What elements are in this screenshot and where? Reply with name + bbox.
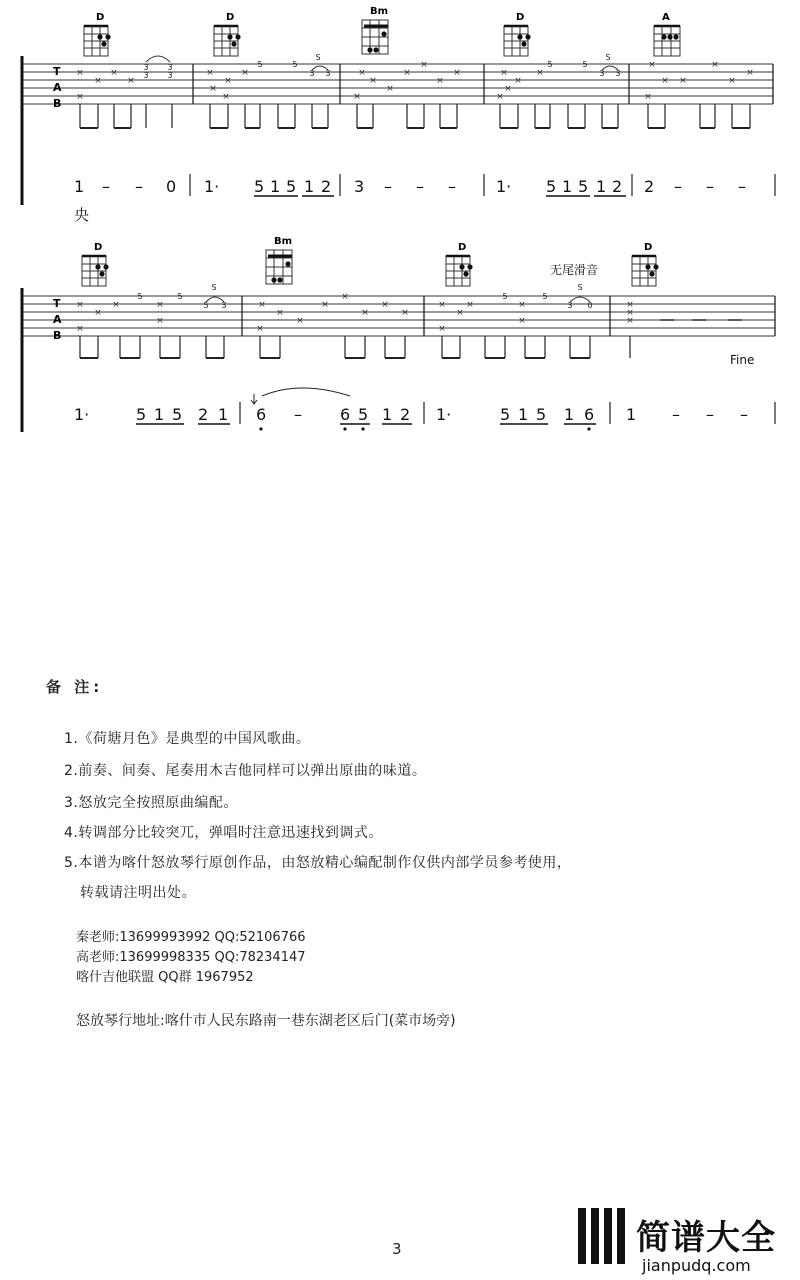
svg-text:5: 5 [500,405,511,424]
svg-text:6: 6 [256,405,267,424]
svg-text:5: 5 [547,60,553,69]
svg-text:B: B [53,329,62,342]
svg-text:1: 1 [270,177,281,196]
chord-diagram-d [504,12,531,56]
svg-text:×: × [644,92,652,102]
svg-text:1·: 1· [496,177,512,196]
svg-text:0: 0 [587,301,593,310]
svg-text:A: A [662,12,670,23]
svg-text:×: × [420,60,428,70]
svg-text:5: 5 [137,292,143,301]
address-line: 怒放琴行地址:喀什市人民东路南一巷东湖老区后门(菜市场旁) [76,1013,456,1029]
jianpu-measure [256,405,410,424]
svg-text:D: D [226,12,235,23]
svg-text:2: 2 [198,405,209,424]
svg-text:5: 5 [136,405,147,424]
chord-diagram-bm [362,6,388,54]
svg-text:1: 1 [74,177,85,196]
svg-text:×: × [76,324,84,334]
svg-text:–: – [706,177,714,196]
svg-text:–: – [448,177,456,196]
contact-line: 喀什吉他联盟 QQ群 1967952 [76,970,254,985]
svg-text:×: × [206,68,214,78]
svg-text:3: 3 [143,71,149,80]
contact-line: 秦老师:13699993992 QQ:52106766 [76,930,306,945]
svg-text:5: 5 [203,301,209,310]
svg-text:1: 1 [564,405,575,424]
svg-text:1: 1 [562,177,573,196]
remarks-title: 备 注: [46,678,104,696]
svg-text:5: 5 [257,60,263,69]
svg-text:×: × [110,68,118,78]
svg-text:S: S [577,283,583,292]
svg-text:×: × [341,292,349,302]
chord-diagram-d [214,12,241,56]
svg-text:×: × [746,68,754,78]
chord-diagram-a [654,12,680,56]
svg-text:2: 2 [321,177,332,196]
svg-text:5: 5 [172,405,183,424]
svg-text:1: 1 [518,405,529,424]
svg-text:×: × [156,316,164,326]
svg-text:×: × [648,60,656,70]
tab-letter-t: T [53,65,61,78]
contact-line: 高老师:13699998335 QQ:78234147 [76,950,306,965]
svg-text:×: × [76,92,84,102]
tab-system-2 [0,230,800,440]
svg-text:3: 3 [599,69,605,78]
svg-text:–: – [740,405,748,424]
svg-text:6: 6 [340,405,351,424]
svg-text:×: × [518,316,526,326]
svg-text:×: × [209,84,217,94]
svg-text:×: × [76,68,84,78]
svg-text:S: S [315,53,321,62]
svg-text:5: 5 [542,292,548,301]
jianpu-measure [644,177,746,196]
slide-annotation: 无尾滑音 [550,263,599,277]
svg-text:×: × [94,308,102,318]
svg-text:3: 3 [615,69,621,78]
svg-text:×: × [381,300,389,310]
svg-text:×: × [438,324,446,334]
svg-text:×: × [626,308,634,318]
svg-text:×: × [679,76,687,86]
svg-text:×: × [626,300,634,310]
svg-text:D: D [94,242,103,253]
svg-text:–: – [102,177,110,196]
svg-text:2: 2 [400,405,411,424]
svg-text:×: × [241,68,249,78]
chord-diagram-d [84,12,111,56]
chord-diagram-bm [266,236,292,284]
svg-text:×: × [258,300,266,310]
logo-url: jianpudq.com [642,1256,751,1275]
svg-text:×: × [321,300,329,310]
svg-text:×: × [626,316,634,326]
svg-text:×: × [711,60,719,70]
svg-text:×: × [403,68,411,78]
chord-diagram-d [632,242,659,286]
svg-text:×: × [536,68,544,78]
svg-text:A: A [53,313,62,326]
svg-text:×: × [401,308,409,318]
svg-text:1: 1 [382,405,393,424]
svg-text:5: 5 [286,177,297,196]
svg-text:–: – [738,177,746,196]
svg-text:3: 3 [567,301,573,310]
jianpu-measure [436,405,594,424]
svg-text:×: × [276,308,284,318]
svg-text:3: 3 [167,63,173,72]
svg-text:S: S [211,283,217,292]
svg-text:–: – [294,405,302,424]
svg-text:3: 3 [325,69,331,78]
svg-text:×: × [369,76,377,86]
svg-text:×: × [514,76,522,86]
svg-text:×: × [518,300,526,310]
site-logo [578,1208,798,1278]
svg-text:–: – [674,177,682,196]
svg-text:×: × [500,68,508,78]
svg-text:×: × [94,76,102,86]
svg-text:×: × [456,308,464,318]
svg-text:×: × [728,76,736,86]
chord-diagram-d [446,242,473,286]
svg-text:5: 5 [177,292,183,301]
page-number: 3 [392,1240,402,1258]
remark-item: 4.转调部分比较突兀，弹唱时注意迅速找到调式。 [64,825,383,841]
svg-text:×: × [353,92,361,102]
svg-text:2: 2 [644,177,655,196]
svg-text:3: 3 [167,71,173,80]
svg-text:×: × [256,324,264,334]
svg-text:3: 3 [221,301,227,310]
svg-text:6: 6 [584,405,595,424]
svg-text:3: 3 [309,69,315,78]
svg-text:5: 5 [292,60,298,69]
svg-text:×: × [386,84,394,94]
svg-text:–: – [384,177,392,196]
jianpu-measure [204,177,331,196]
svg-text:–: – [672,405,680,424]
svg-text:5: 5 [358,405,369,424]
jianpu-measure [354,177,456,196]
svg-text:1: 1 [626,405,637,424]
fine-marker: Fine [730,353,755,367]
svg-text:×: × [296,316,304,326]
remark-item: 转载请注明出处。 [80,885,196,901]
svg-text:5: 5 [536,405,547,424]
svg-text:×: × [358,68,366,78]
svg-text:×: × [436,76,444,86]
svg-text:1: 1 [154,405,165,424]
svg-text:1: 1 [596,177,607,196]
svg-text:1·: 1· [204,177,220,196]
svg-text:×: × [453,68,461,78]
svg-text:1: 1 [304,177,315,196]
svg-text:Bm: Bm [370,6,389,17]
svg-text:–: – [706,405,714,424]
svg-text:1·: 1· [74,405,90,424]
tab-system-1 [0,0,800,230]
remark-item: 1.《荷塘月色》是典型的中国风歌曲。 [64,731,311,747]
chord-diagram-d [82,242,109,286]
svg-text:S: S [605,53,611,62]
svg-text:5: 5 [546,177,557,196]
svg-text:D: D [644,242,653,253]
svg-text:×: × [361,308,369,318]
svg-text:0: 0 [166,177,177,196]
remark-item: 3.怒放完全按照原曲编配。 [64,795,238,811]
svg-text:5: 5 [502,292,508,301]
remark-item: 2.前奏、间奏、尾奏用木吉他同样可以弹出原曲的味道。 [64,763,427,779]
svg-text:T: T [53,297,61,310]
svg-text:–: – [135,177,143,196]
svg-text:3: 3 [354,177,365,196]
svg-text:×: × [438,300,446,310]
lyric-char: 央 [74,206,90,224]
svg-text:5: 5 [582,60,588,69]
svg-text:×: × [224,76,232,86]
svg-text:D: D [458,242,467,253]
svg-text:2: 2 [612,177,623,196]
svg-text:3: 3 [143,63,149,72]
jianpu-measure [74,405,228,424]
svg-text:1·: 1· [436,405,452,424]
svg-text:5: 5 [578,177,589,196]
svg-text:×: × [496,92,504,102]
jianpu-measure [74,177,176,196]
svg-text:–: – [416,177,424,196]
jianpu-measure [626,405,748,424]
svg-text:D: D [516,12,525,23]
svg-text:1: 1 [218,405,229,424]
logo-title: 简谱大全 [636,1218,776,1258]
jianpu-measure [496,177,622,196]
svg-text:×: × [112,300,120,310]
svg-text:×: × [661,76,669,86]
tab-letter-a: A [53,81,62,94]
svg-text:×: × [504,84,512,94]
svg-text:Bm: Bm [274,236,293,247]
svg-text:×: × [156,300,164,310]
remark-item: 5.本谱为喀什怒放琴行原创作品，由怒放精心编配制作仅供内部学员参考使用， [64,855,572,871]
svg-text:5: 5 [254,177,265,196]
svg-text:×: × [76,300,84,310]
svg-text:D: D [96,12,105,23]
tab-letter-b: B [53,97,62,110]
svg-text:×: × [466,300,474,310]
svg-text:×: × [222,92,230,102]
svg-text:×: × [127,76,135,86]
